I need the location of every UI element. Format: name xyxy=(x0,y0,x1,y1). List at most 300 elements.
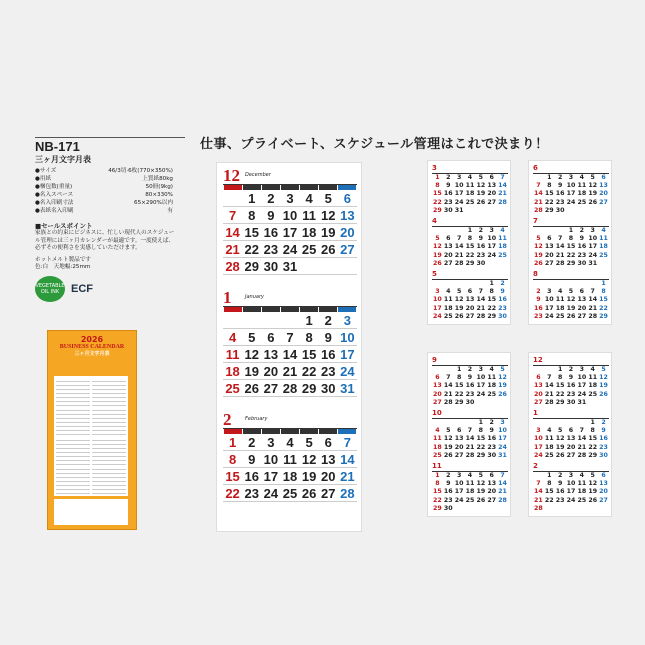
thumb-day xyxy=(544,505,555,513)
spec-row xyxy=(35,191,173,199)
thumb-day: 8 xyxy=(557,374,563,382)
thumb-day: 6 xyxy=(489,174,494,181)
thumb-day: 19 xyxy=(599,382,608,390)
day-cell xyxy=(300,258,319,275)
thumb-day: 31 xyxy=(498,451,507,459)
thumb-month-number: 4 xyxy=(432,217,437,225)
spec-row xyxy=(35,167,173,175)
thumb-day: 25 xyxy=(544,451,554,459)
thumb-day xyxy=(598,260,609,268)
thumb-day: 21 xyxy=(476,304,486,312)
thumb-day: 14 xyxy=(588,296,598,304)
thumb-day: 9 xyxy=(446,480,451,488)
thumb-day: 27 xyxy=(487,496,497,504)
day-cell: 14 xyxy=(338,451,357,468)
ecf-logo: ECF xyxy=(71,282,93,295)
thumb-day: 26 xyxy=(443,451,453,459)
thumb-day: 22 xyxy=(476,443,486,451)
month-block xyxy=(223,410,357,502)
thumb-day xyxy=(475,280,486,288)
note-1: ホットメルト製品です xyxy=(35,256,91,263)
thumb-day xyxy=(555,280,566,288)
thumb-day xyxy=(475,505,486,513)
day-cell: 25 xyxy=(280,485,299,502)
thumb-day: 16 xyxy=(487,435,497,443)
day-cell: 15 xyxy=(300,346,319,363)
thumb-day: 10 xyxy=(476,374,486,382)
thumb-day: 29 xyxy=(433,206,442,214)
thumb-day: 6 xyxy=(547,235,552,243)
day-cell xyxy=(261,312,280,329)
thumb-day: 1 xyxy=(557,366,563,373)
thumb-day: 30 xyxy=(443,504,453,512)
day-cell: 7 xyxy=(338,434,357,451)
thumb-day: 2 xyxy=(478,227,484,234)
day-cell: 17 xyxy=(261,468,280,485)
thumb-day: 20 xyxy=(534,390,543,398)
thumb-day: 21 xyxy=(577,443,587,451)
thumb-day: 25 xyxy=(465,198,475,206)
thumb-day: 7 xyxy=(467,427,473,435)
thumb-day: 2 xyxy=(568,366,574,373)
day-cell: 24 xyxy=(261,485,280,502)
thumb-day: 26 xyxy=(555,451,565,459)
thumb-day xyxy=(533,174,544,182)
thumb-day: 21 xyxy=(555,251,565,259)
thumb-day: 16 xyxy=(443,190,453,198)
thumb-day: 11 xyxy=(544,435,554,443)
thumb-day: 9 xyxy=(478,235,484,243)
thumb-day: 13 xyxy=(454,435,464,443)
thumb-day: 3 xyxy=(568,174,574,181)
thumb-day: 27 xyxy=(465,312,475,320)
thumb-day xyxy=(566,280,577,288)
thumb-day: 17 xyxy=(534,443,543,451)
thumb-day: 2 xyxy=(467,366,473,373)
thumb-day: 29 xyxy=(566,259,576,267)
thumb-day: 22 xyxy=(566,251,576,259)
thumb-day: 2 xyxy=(500,280,505,287)
thumb-day xyxy=(454,280,465,288)
thumb-day: 19 xyxy=(566,304,576,312)
thumb-day xyxy=(544,227,555,235)
thumb-day: 19 xyxy=(555,443,565,451)
day-cell: 18 xyxy=(280,468,299,485)
thumb-day: 2 xyxy=(579,227,585,234)
day-cell: 12 xyxy=(300,451,319,468)
thumb-day: 14 xyxy=(544,382,554,390)
thumb-day: 23 xyxy=(487,443,497,451)
headline: 仕事、プライベート、スケジュール管理はこれで決まり！ xyxy=(200,137,549,152)
thumb-day: 27 xyxy=(599,496,608,504)
thumb-day: 8 xyxy=(435,480,440,488)
thumb-day: 9 xyxy=(536,296,541,304)
day-cell: 26 xyxy=(242,380,261,397)
day-cell: 18 xyxy=(300,224,319,241)
thumb-day: 28 xyxy=(476,312,486,320)
day-cell xyxy=(242,312,261,329)
thumb-month-block xyxy=(432,462,508,513)
thumb-day: 23 xyxy=(476,251,486,259)
thumb-day xyxy=(497,260,508,268)
thumb-day: 30 xyxy=(465,398,475,406)
thumb-day: 17 xyxy=(566,190,576,198)
day-cell: 2 xyxy=(319,312,338,329)
thumb-day: 30 xyxy=(443,206,453,214)
thumb-month-number: 1 xyxy=(533,409,538,417)
thumb-day xyxy=(465,280,476,288)
spec-label: ●名入スペース xyxy=(35,192,74,198)
day-cell: 29 xyxy=(242,258,261,275)
sheet-thumbnail xyxy=(528,352,612,517)
day-cell: 17 xyxy=(280,224,299,241)
thumb-day: 8 xyxy=(489,288,494,296)
thumb-day: 5 xyxy=(456,288,462,296)
thumb-day xyxy=(497,207,508,215)
day-cell: 27 xyxy=(261,380,280,397)
thumb-day: 8 xyxy=(547,480,552,488)
thumb-day: 5 xyxy=(568,288,574,296)
thumb-day: 15 xyxy=(588,435,598,443)
month-name: January xyxy=(245,294,264,300)
day-cell: 22 xyxy=(223,485,242,502)
thumb-day: 20 xyxy=(566,443,576,451)
thumb-day: 2 xyxy=(536,288,541,296)
thumb-day: 29 xyxy=(476,451,486,459)
thumb-day: 12 xyxy=(599,374,608,382)
day-cell: 2 xyxy=(261,190,280,207)
thumb-day: 22 xyxy=(433,496,442,504)
day-cell: 3 xyxy=(280,190,299,207)
thumb-day: 20 xyxy=(433,390,442,398)
thumb-day: 4 xyxy=(547,427,552,435)
thumb-day: 20 xyxy=(487,488,497,496)
thumb-day: 28 xyxy=(534,206,543,214)
thumb-day: 13 xyxy=(599,182,608,190)
thumb-day: 3 xyxy=(435,288,440,296)
thumb-day: 11 xyxy=(577,480,587,488)
thumb-day: 10 xyxy=(534,435,543,443)
month-block xyxy=(223,288,357,397)
day-cell: 19 xyxy=(242,363,261,380)
thumb-day: 24 xyxy=(476,390,486,398)
day-cell xyxy=(319,258,338,275)
thumb-day: 6 xyxy=(489,472,494,479)
day-cell: 12 xyxy=(242,346,261,363)
day-cell: 4 xyxy=(223,329,242,346)
thumb-day xyxy=(566,419,577,427)
thumb-day: 28 xyxy=(577,451,587,459)
thumb-day: 18 xyxy=(498,243,507,251)
thumb-day: 26 xyxy=(588,496,598,504)
thumb-month-block xyxy=(533,270,609,321)
thumb-day: 24 xyxy=(588,251,598,259)
thumb-day: 10 xyxy=(454,182,464,190)
thumb-day: 23 xyxy=(577,251,587,259)
month-number: 2 xyxy=(223,410,232,429)
thumb-day: 2 xyxy=(489,419,494,426)
thumb-day: 4 xyxy=(579,174,585,181)
spec-value: 有 xyxy=(167,208,173,214)
thumb-day: 6 xyxy=(536,374,541,382)
thumb-day: 21 xyxy=(498,190,507,198)
product-info xyxy=(35,137,185,302)
day-cell xyxy=(338,258,357,275)
thumb-month-block xyxy=(533,217,609,268)
thumb-day: 20 xyxy=(599,190,608,198)
thumb-day xyxy=(432,419,443,427)
thumb-day: 23 xyxy=(443,198,453,206)
day-cell: 6 xyxy=(338,190,357,207)
day-cell: 1 xyxy=(242,190,261,207)
day-cell: 21 xyxy=(223,241,242,258)
thumb-day: 14 xyxy=(534,488,543,496)
thumb-month-block xyxy=(533,462,609,513)
thumb-day: 31 xyxy=(577,398,587,406)
spec-label: ●梱包数(重量) xyxy=(35,184,73,190)
thumb-day: 12 xyxy=(588,480,598,488)
thumb-day xyxy=(486,505,497,513)
thumb-day: 10 xyxy=(566,182,576,190)
day-cell: 9 xyxy=(261,207,280,224)
thumb-day: 1 xyxy=(467,227,473,234)
thumb-day xyxy=(533,419,544,427)
day-cell xyxy=(280,312,299,329)
thumb-day xyxy=(555,419,566,427)
day-cell: 30 xyxy=(319,380,338,397)
thumb-day: 10 xyxy=(544,296,554,304)
thumb-day: 19 xyxy=(498,382,507,390)
thumb-day: 14 xyxy=(577,435,587,443)
cover-grid xyxy=(54,376,128,496)
thumb-day xyxy=(587,505,598,513)
thumb-day: 24 xyxy=(534,451,543,459)
thumb-day: 25 xyxy=(465,496,475,504)
day-cell: 16 xyxy=(319,346,338,363)
thumb-day: 27 xyxy=(544,259,554,267)
thumb-day: 3 xyxy=(456,472,462,479)
thumb-month-block xyxy=(432,409,508,460)
thumb-day: 12 xyxy=(498,374,507,382)
thumb-day xyxy=(486,399,497,407)
thumb-day: 25 xyxy=(588,390,598,398)
thumb-day: 5 xyxy=(500,366,505,373)
thumb-day: 2 xyxy=(557,472,563,479)
thumb-day: 16 xyxy=(599,435,608,443)
thumb-day: 20 xyxy=(487,190,497,198)
thumb-day: 5 xyxy=(435,235,440,243)
thumb-day: 12 xyxy=(454,296,464,304)
thumb-day: 8 xyxy=(478,427,484,435)
thumb-day: 19 xyxy=(476,190,486,198)
thumb-day: 14 xyxy=(465,435,475,443)
thumb-day xyxy=(497,505,508,513)
thumb-day: 7 xyxy=(456,235,462,243)
thumb-day: 15 xyxy=(487,296,497,304)
thumb-day: 28 xyxy=(498,496,507,504)
thumb-day: 11 xyxy=(498,235,507,243)
day-cell: 26 xyxy=(300,485,319,502)
day-cell: 29 xyxy=(300,380,319,397)
thumb-day: 29 xyxy=(544,206,554,214)
day-cell: 1 xyxy=(300,312,319,329)
thumb-day: 19 xyxy=(588,190,598,198)
thumb-day: 30 xyxy=(577,259,587,267)
thumb-day: 12 xyxy=(534,243,543,251)
note-2: 色:白 天地幅:25mm xyxy=(35,264,91,270)
day-cell: 3 xyxy=(261,434,280,451)
thumb-day: 12 xyxy=(443,435,453,443)
thumb-day: 3 xyxy=(579,366,585,373)
day-cell: 5 xyxy=(300,434,319,451)
thumb-day: 18 xyxy=(465,190,475,198)
day-cell: 31 xyxy=(338,380,357,397)
thumb-day: 6 xyxy=(446,235,451,243)
thumb-day: 16 xyxy=(476,243,486,251)
thumb-day: 20 xyxy=(443,251,453,259)
thumb-day: 9 xyxy=(446,182,451,190)
thumb-day: 8 xyxy=(456,374,462,382)
thumb-day: 28 xyxy=(443,398,453,406)
thumb-day: 8 xyxy=(467,235,473,243)
thumb-day: 23 xyxy=(498,304,507,312)
thumb-day xyxy=(465,419,476,427)
sheet-thumbnail xyxy=(427,352,511,517)
month-block xyxy=(223,166,357,275)
thumb-day: 15 xyxy=(544,488,554,496)
day-cell: 8 xyxy=(242,207,261,224)
thumb-month-block xyxy=(432,217,508,268)
thumb-day xyxy=(432,280,443,288)
thumb-day: 30 xyxy=(487,451,497,459)
day-cell: 12 xyxy=(319,207,338,224)
thumb-day: 9 xyxy=(500,288,505,296)
thumb-day: 28 xyxy=(498,198,507,206)
cover-name-space xyxy=(54,499,128,525)
vegetable-oil-ink-logo: VEGETABLE OIL INK xyxy=(35,276,65,302)
thumb-day xyxy=(587,399,598,407)
thumb-day xyxy=(443,227,454,235)
thumb-day: 25 xyxy=(577,198,587,206)
thumb-day: 19 xyxy=(454,304,464,312)
spec-label: ●名入印刷寸法 xyxy=(35,200,74,206)
thumb-day: 27 xyxy=(577,312,587,320)
thumb-day: 10 xyxy=(588,235,598,243)
cover-thumbnail xyxy=(47,330,137,530)
day-cell: 28 xyxy=(223,258,242,275)
thumb-day: 3 xyxy=(536,427,541,435)
thumb-day: 10 xyxy=(454,480,464,488)
thumb-day: 7 xyxy=(536,182,541,190)
thumb-day: 12 xyxy=(433,243,442,251)
thumb-day: 12 xyxy=(476,182,486,190)
thumb-day: 2 xyxy=(601,419,606,426)
thumb-day: 28 xyxy=(534,504,543,512)
thumb-day xyxy=(576,207,587,215)
spec-row xyxy=(35,175,173,183)
day-cell: 21 xyxy=(280,363,299,380)
thumb-day: 3 xyxy=(568,472,574,479)
day-cell: 14 xyxy=(223,224,242,241)
thumb-day: 1 xyxy=(601,280,606,287)
thumb-day: 16 xyxy=(577,243,587,251)
thumb-day: 7 xyxy=(547,374,552,382)
day-cell: 31 xyxy=(280,258,299,275)
thumb-month-block xyxy=(533,409,609,460)
thumb-day: 26 xyxy=(599,390,608,398)
thumb-day: 15 xyxy=(476,435,486,443)
thumb-day: 9 xyxy=(489,427,494,435)
thumb-day: 7 xyxy=(500,174,505,181)
thumb-day: 1 xyxy=(456,366,462,373)
thumb-day: 26 xyxy=(566,312,576,320)
thumb-day: 9 xyxy=(568,374,574,382)
thumb-day: 14 xyxy=(498,480,507,488)
thumb-day: 26 xyxy=(498,390,507,398)
thumb-day: 23 xyxy=(566,390,576,398)
thumb-day: 18 xyxy=(555,304,565,312)
spec-value: 50冊(9kg) xyxy=(145,184,173,190)
thumb-day xyxy=(598,207,609,215)
thumb-day: 26 xyxy=(588,198,598,206)
sales-point-text: 家族との約束にビジネスに、忙しい現代人のスケジュール管理には三ヶ月カレンダーが最適です。一度使えば、必ずその便利さを実感していただけます。 xyxy=(35,230,175,251)
thumb-day: 11 xyxy=(465,182,475,190)
thumb-day: 4 xyxy=(467,472,473,479)
thumb-day xyxy=(566,207,577,215)
thumb-day: 31 xyxy=(454,206,464,214)
thumb-day: 13 xyxy=(566,435,576,443)
thumb-day: 9 xyxy=(579,235,585,243)
thumb-day: 27 xyxy=(454,451,464,459)
thumb-day: 17 xyxy=(577,382,587,390)
product-code: NB-171 xyxy=(35,137,185,154)
thumb-day: 11 xyxy=(443,296,453,304)
thumb-day: 7 xyxy=(590,288,595,296)
thumb-day: 29 xyxy=(599,312,608,320)
day-cell: 8 xyxy=(300,329,319,346)
thumb-day: 16 xyxy=(555,190,565,198)
thumb-day: 26 xyxy=(476,496,486,504)
thumb-day xyxy=(533,366,544,374)
thumb-day: 3 xyxy=(489,227,494,234)
thumb-day: 24 xyxy=(498,443,507,451)
thumb-day: 28 xyxy=(555,259,565,267)
thumb-day: 24 xyxy=(566,198,576,206)
thumb-day: 21 xyxy=(534,198,543,206)
thumb-day xyxy=(533,472,544,480)
thumb-day: 18 xyxy=(487,382,497,390)
thumb-day: 18 xyxy=(465,488,475,496)
thumb-day: 4 xyxy=(435,427,440,435)
thumb-day: 15 xyxy=(433,190,442,198)
thumb-day: 20 xyxy=(454,443,464,451)
day-cell: 11 xyxy=(223,346,242,363)
thumb-day: 5 xyxy=(446,427,451,435)
thumb-day: 30 xyxy=(498,312,507,320)
thumb-day: 17 xyxy=(476,382,486,390)
thumb-day: 11 xyxy=(433,435,442,443)
thumb-day: 28 xyxy=(544,398,554,406)
thumb-day: 19 xyxy=(443,443,453,451)
day-cell xyxy=(223,312,242,329)
thumb-day: 7 xyxy=(478,288,484,296)
thumb-day: 26 xyxy=(476,198,486,206)
thumb-day: 11 xyxy=(465,480,475,488)
thumb-day: 17 xyxy=(454,190,464,198)
day-cell: 25 xyxy=(223,380,242,397)
thumb-day: 23 xyxy=(555,496,565,504)
thumb-day: 19 xyxy=(433,251,442,259)
